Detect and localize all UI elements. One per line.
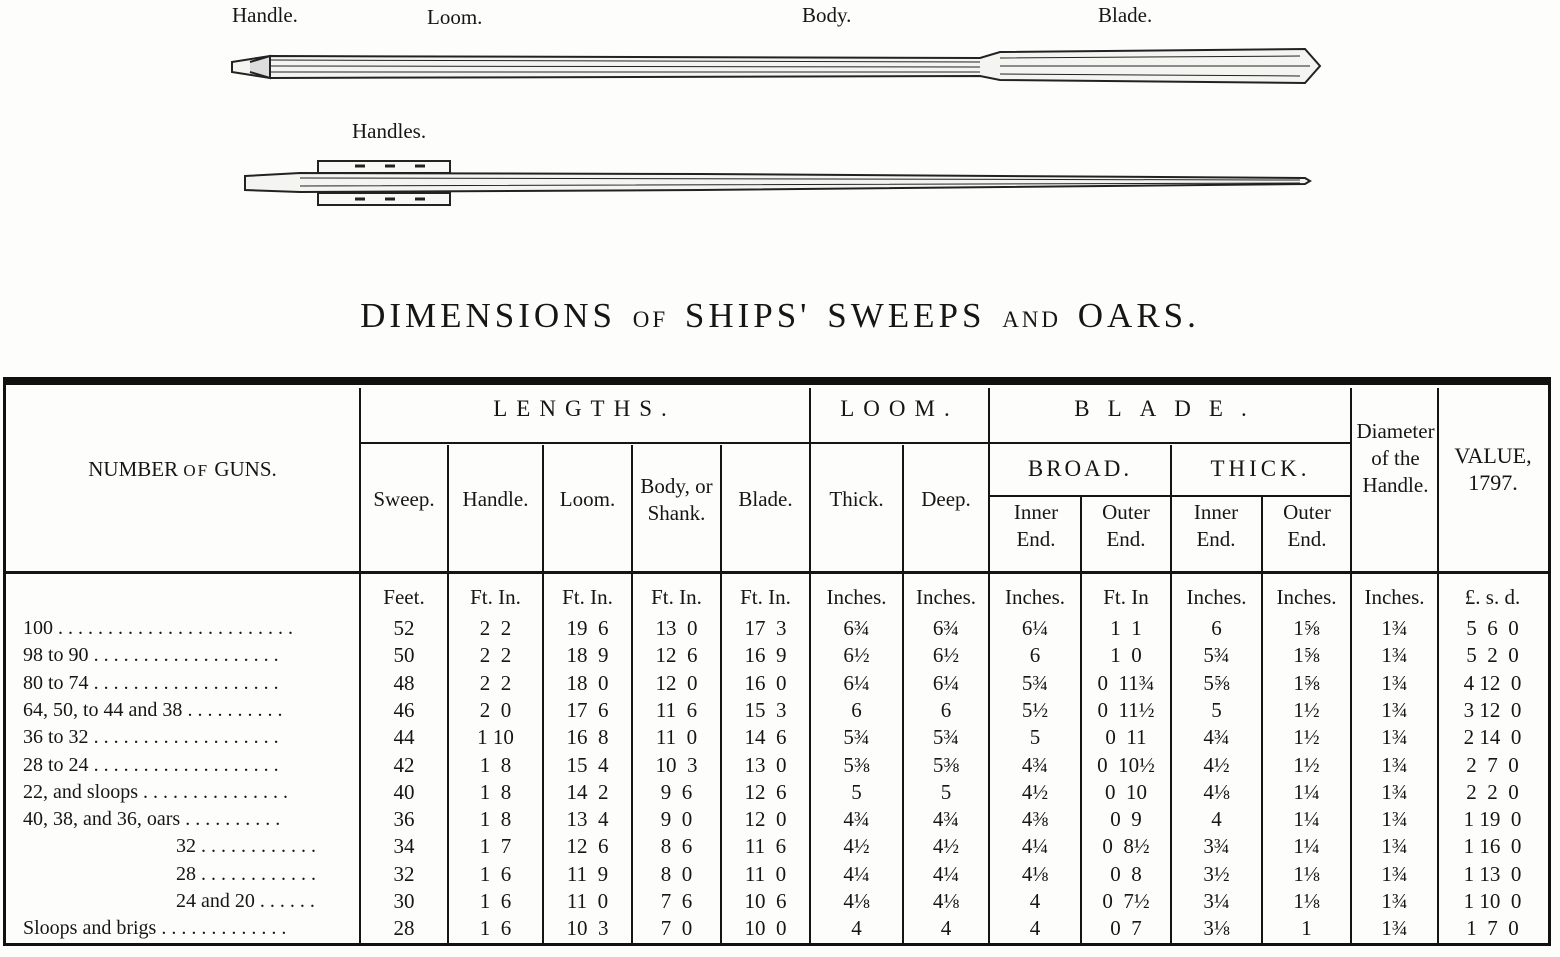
rule-h	[988, 442, 1351, 444]
table-cell: 11 0	[655, 725, 698, 750]
table-cell: 1	[1301, 916, 1312, 941]
table-cell: 11 6	[744, 834, 787, 859]
table-cell: 1 0	[1110, 643, 1142, 668]
col-body: Body, or Shank.	[640, 474, 713, 525]
table-cell: 4⅛	[843, 889, 870, 913]
table-cell: 16 8	[566, 725, 609, 750]
table-cell: 4¼	[1021, 834, 1049, 859]
row-label-text: 28	[176, 862, 196, 885]
leader-dots: . . . . . . . . . . . .	[196, 862, 316, 885]
table-cell: 8 0	[660, 861, 693, 886]
table-cell: 1 8	[479, 752, 512, 777]
row-label	[23, 670, 279, 697]
table-cell: 13 4	[566, 807, 609, 832]
table-cell: 1⅝	[1293, 670, 1320, 695]
table-cell: 3⅛	[1203, 916, 1230, 941]
table-cell: 14 2	[566, 779, 609, 804]
table-cell: 1⅝	[1293, 616, 1320, 640]
table-cell: 5 2 0	[1466, 643, 1519, 668]
table-cell: 3 12 0	[1463, 697, 1522, 722]
row-label-text: 64, 50, to 44 and 38	[23, 698, 183, 721]
table-cell: 50	[393, 643, 415, 668]
table-cell: 1 8	[479, 807, 512, 832]
row-label-text: 98 to 90	[23, 644, 89, 667]
col-loom: Loom.	[559, 487, 616, 511]
rule-h	[359, 442, 810, 444]
unit-label: Inches.	[1276, 585, 1337, 609]
table-cell: 16 0	[744, 670, 787, 695]
table-cell: 5⅝	[1203, 670, 1230, 695]
table-cell: 4¼	[932, 861, 960, 886]
table-cell: 10 3	[566, 916, 609, 941]
table-cell: 5	[1029, 725, 1041, 750]
table-cell: 5¾	[1021, 670, 1049, 695]
col-thick: Thick.	[829, 487, 884, 511]
row-label-text: 80 to 74	[23, 671, 89, 694]
table-cell: 5⅜	[932, 752, 960, 777]
table-cell: 0 8½	[1102, 834, 1150, 859]
table-cell: 5¾	[932, 725, 960, 750]
unit-label: £. s. d.	[1464, 585, 1521, 609]
table-cell: 11 0	[566, 889, 609, 913]
table-cell: 4	[1029, 916, 1041, 941]
leader-dots: . . . . . . . . . . . . . . .	[138, 780, 288, 803]
table-cell: 8 6	[660, 834, 693, 859]
leader-dots: . . . . . . . . . . . . . . . . . . .	[88, 671, 279, 694]
table-cell: 1 8	[479, 779, 512, 804]
table-cell: 0 9	[1110, 807, 1142, 832]
table-cell: 0 11	[1105, 725, 1147, 750]
table-cell: 0 11¾	[1097, 670, 1155, 695]
table-cell: 0 11½	[1097, 697, 1155, 722]
table-cell: 1 10	[477, 725, 514, 750]
table-cell: 1¾	[1381, 779, 1408, 804]
table-cell: 6¾	[932, 616, 960, 640]
table-cell: 1¾	[1381, 807, 1408, 832]
table-cell: 1⅝	[1293, 643, 1320, 668]
table-cell: 2 2	[479, 643, 512, 668]
row-label	[23, 724, 279, 751]
row-label-text: 100	[23, 617, 53, 639]
table-cell: 4¾	[932, 807, 960, 832]
oar-illustrations	[0, 0, 1560, 260]
table-cell: 1¾	[1381, 752, 1408, 777]
table-cell: 16 9	[744, 643, 787, 668]
group-lengths: LENGTHS.	[493, 396, 676, 421]
table-cell: 4¼	[843, 861, 870, 886]
leader-dots: . . . . . . . . . . . . . . . . . . .	[88, 726, 279, 749]
table-cell: 4	[851, 916, 862, 941]
table-cell: 18 9	[566, 643, 609, 668]
table-cell: 1¾	[1381, 643, 1408, 668]
table-cell: 6¼	[843, 670, 870, 695]
table-cell: 19 6	[566, 616, 609, 640]
row-label	[23, 642, 279, 669]
oar-label-loom: Loom.	[427, 5, 483, 29]
row-label	[23, 697, 282, 724]
table-cell: 11 9	[566, 861, 609, 886]
col-broad-inner: Inner End.	[1013, 500, 1059, 551]
table-cell: 9 0	[660, 807, 693, 832]
table-cell: 3¾	[1203, 834, 1230, 859]
table-cell: 4¾	[1203, 725, 1230, 750]
row-label-text: 32	[176, 835, 196, 858]
table-cell: 1½	[1293, 697, 1320, 722]
unit-label: Ft. In.	[562, 585, 613, 609]
number-of-guns-header: NUMBER OF GUNS.	[88, 457, 277, 481]
table-cell: 12 6	[655, 643, 698, 668]
table-cell: 5 6 0	[1466, 616, 1519, 640]
table-cell: 0 7½	[1102, 889, 1150, 913]
row-label-text: 36 to 32	[23, 726, 89, 749]
table-cell: 1¾	[1381, 889, 1408, 913]
table-cell: 6¾	[843, 616, 870, 640]
row-label-text: 40, 38, and 36, oars	[23, 808, 181, 831]
table-cell: 4½	[932, 834, 960, 859]
table-cell: 2 2	[479, 616, 512, 640]
col-thick-outer: Outer End.	[1283, 500, 1331, 551]
table-cell: 10 3	[655, 752, 698, 777]
table-cell: 1¾	[1381, 670, 1408, 695]
row-label	[23, 752, 279, 779]
col-diameter: Diameter of the Handle.	[1356, 419, 1435, 497]
table-cell: 5	[851, 779, 862, 804]
table-cell: 5⅜	[843, 752, 870, 777]
row-label	[176, 861, 316, 888]
table-cell: 0 7	[1110, 916, 1142, 941]
table-cell: 17 6	[566, 697, 609, 722]
table-cell: 1¼	[1293, 834, 1320, 859]
table-cell: 3½	[1203, 861, 1230, 886]
table-cell: 5½	[1021, 697, 1049, 722]
oar-label-handles: Handles.	[352, 119, 427, 143]
table-cell: 6	[1211, 616, 1222, 640]
table-cell: 18 0	[566, 670, 609, 695]
table-cell: 2 2	[479, 670, 512, 695]
table-cell: 13 0	[655, 616, 698, 640]
table-cell: 6½	[843, 643, 870, 668]
col-handle: Handle.	[462, 487, 529, 511]
table-cell: 4½	[1021, 779, 1049, 804]
row-label-text: 28 to 24	[23, 753, 89, 776]
row-label	[176, 833, 316, 860]
col-broad-outer: Outer End.	[1102, 500, 1150, 551]
row-label	[23, 779, 288, 806]
table-cell: 6	[1029, 643, 1041, 668]
row-label	[23, 806, 280, 833]
table-cell: 1 6	[479, 861, 512, 886]
table-cell: 10 6	[744, 889, 787, 913]
table-cell: 1 7	[479, 834, 512, 859]
row-label	[176, 888, 315, 915]
table-cell: 1 6	[479, 916, 512, 941]
leader-dots: . . . . . . . . . . . . .	[156, 917, 287, 940]
table-cell: 1 7 0	[1466, 916, 1519, 941]
col-deep: Deep.	[921, 487, 971, 511]
table-cell: 11 6	[655, 697, 698, 722]
table-cell: 14 6	[744, 725, 787, 750]
unit-label: Inches.	[826, 585, 887, 609]
table-cell: 36	[393, 807, 415, 832]
oar-label-blade: Blade.	[1098, 3, 1153, 27]
table-cell: 12 0	[655, 670, 698, 695]
table-cell: 12 6	[566, 834, 609, 859]
table-cell: 4	[940, 916, 952, 941]
unit-label: Ft. In	[1103, 585, 1149, 609]
table-cell: 6	[940, 697, 952, 722]
table-cell: 1 1	[1110, 616, 1142, 640]
table-cell: 4⅜	[1021, 807, 1049, 832]
table-cell: 4	[1211, 807, 1222, 832]
table-cell: 1¼	[1293, 779, 1320, 804]
table-cell: 7 0	[660, 916, 693, 941]
table-cell: 2 2 0	[1466, 779, 1519, 804]
table-cell: 1 16 0	[1463, 834, 1522, 859]
leader-dots: . . . . . .	[254, 890, 315, 912]
row-label	[23, 615, 293, 642]
table-cell: 12 6	[744, 779, 787, 804]
group-blade: BLADE.	[1074, 396, 1265, 421]
table-cell: 1½	[1293, 752, 1320, 777]
table-cell: 32	[393, 861, 415, 886]
table-cell: 4⅛	[1203, 779, 1230, 804]
unit-label: Inches.	[1004, 585, 1066, 609]
table-cell: 15 3	[744, 697, 787, 722]
table-cell: 1 19 0	[1463, 807, 1522, 832]
table-cell: 2 0	[479, 697, 512, 722]
table-cell: 6¼	[1021, 616, 1049, 640]
table-cell: 6½	[932, 643, 960, 668]
table-cell: 7 6	[660, 889, 693, 913]
table-cell: 3¼	[1203, 889, 1230, 913]
table-cell: 1¾	[1381, 916, 1408, 941]
table-cell: 4¾	[843, 807, 870, 832]
table-cell: 46	[393, 697, 415, 722]
rule-h	[809, 442, 990, 444]
table-cell: 52	[393, 616, 415, 640]
table-cell: 42	[393, 752, 415, 777]
leader-dots: . . . . . . . . . . . . . . . . . . .	[88, 644, 279, 667]
table-cell: 0 10	[1105, 779, 1147, 804]
table-cell: 0 10½	[1097, 752, 1155, 777]
table-cell: 30	[393, 889, 415, 913]
table-cell: 2 7 0	[1466, 752, 1519, 777]
table-cell: 5¾	[843, 725, 870, 750]
table-cell: 1¾	[1381, 834, 1408, 859]
table-cell: 5	[940, 779, 952, 804]
table-cell: 1⅛	[1293, 861, 1320, 886]
table-cell: 4	[1029, 889, 1041, 913]
table-cell: 10 0	[744, 916, 787, 941]
row-label-text: 22, and sloops	[23, 780, 138, 803]
table-cell: 1½	[1293, 725, 1320, 750]
leader-dots: . . . . . . . . . . . . . . . . . . . . . . . .	[53, 617, 293, 639]
table-cell: 1¾	[1381, 861, 1408, 886]
group-broad: BROAD.	[1027, 456, 1133, 481]
table-cell: 1¾	[1381, 725, 1408, 750]
table-cell: 1¾	[1381, 616, 1408, 640]
table-cell: 5¾	[1203, 643, 1230, 668]
group-thick: THICK.	[1210, 456, 1311, 481]
col-thick-inner: Inner End.	[1193, 500, 1239, 551]
col-blade: Blade.	[738, 487, 793, 511]
unit-label: Inches.	[915, 585, 977, 609]
unit-label: Ft. In.	[470, 585, 521, 609]
table-cell: 4⅛	[932, 889, 960, 913]
oar-drawing	[232, 49, 1320, 83]
table-cell: 4⅛	[1021, 861, 1049, 886]
table-cell: 6	[851, 697, 862, 722]
unit-label: Ft. In.	[740, 585, 791, 609]
table-cell: 1¾	[1381, 697, 1408, 722]
unit-label: Ft. In.	[651, 585, 702, 609]
table-cell: 34	[393, 834, 415, 859]
unit-label: Feet.	[383, 585, 425, 609]
group-loom: LOOM.	[840, 396, 959, 421]
row-label-text: 24 and 20	[176, 890, 255, 912]
table-cell: 4 12 0	[1463, 670, 1522, 695]
unit-label: Inches.	[1186, 585, 1247, 609]
col-value: VALUE, 1797.	[1454, 443, 1532, 495]
table-cell: 1 10 0	[1463, 889, 1522, 913]
table-cell: 44	[393, 725, 415, 750]
table-cell: 6¼	[932, 670, 960, 695]
col-sweep: Sweep.	[373, 487, 435, 511]
table-cell: 9 6	[660, 779, 693, 804]
unit-label: Inches.	[1364, 585, 1425, 609]
row-label	[23, 915, 286, 942]
row-label-text: Sloops and brigs	[23, 917, 157, 940]
table-cell: 0 8	[1110, 861, 1142, 886]
table-cell: 48	[393, 670, 415, 695]
page-title: DIMENSIONS OF SHIPS' SWEEPS AND OARS.	[360, 296, 1200, 335]
table-cell: 13 0	[744, 752, 787, 777]
table-cell: 12 0	[744, 807, 787, 832]
table-cell: 4½	[1203, 752, 1230, 777]
table-cell: 1¼	[1293, 807, 1320, 832]
table-cell: 4¾	[1021, 752, 1049, 777]
oar-label-handle: Handle.	[232, 3, 298, 27]
table-cell: 11 0	[744, 861, 787, 886]
leader-dots: . . . . . . . . . . . .	[196, 835, 316, 858]
leader-dots: . . . . . . . . . .	[180, 808, 281, 831]
table-cell: 2 14 0	[1463, 725, 1522, 750]
table-cell: 1 6	[479, 889, 512, 913]
table-cell: 1⅛	[1293, 889, 1320, 913]
rule-h	[988, 495, 1351, 497]
table-cell: 17 3	[744, 616, 787, 640]
leader-dots: . . . . . . . . . . . . . . . . . . .	[88, 753, 279, 776]
rule-h	[6, 571, 1548, 574]
table-cell: 15 4	[566, 752, 609, 777]
dimensions-table	[3, 377, 1551, 946]
table-cell: 40	[393, 779, 415, 804]
table-cell: 1 13 0	[1463, 861, 1522, 886]
table-cell: 5	[1211, 697, 1222, 722]
sweep-drawing	[245, 161, 1310, 205]
table-cell: 28	[393, 916, 415, 941]
leader-dots: . . . . . . . . . .	[182, 698, 283, 721]
oar-label-body: Body.	[802, 3, 852, 27]
table-cell: 4½	[843, 834, 870, 859]
